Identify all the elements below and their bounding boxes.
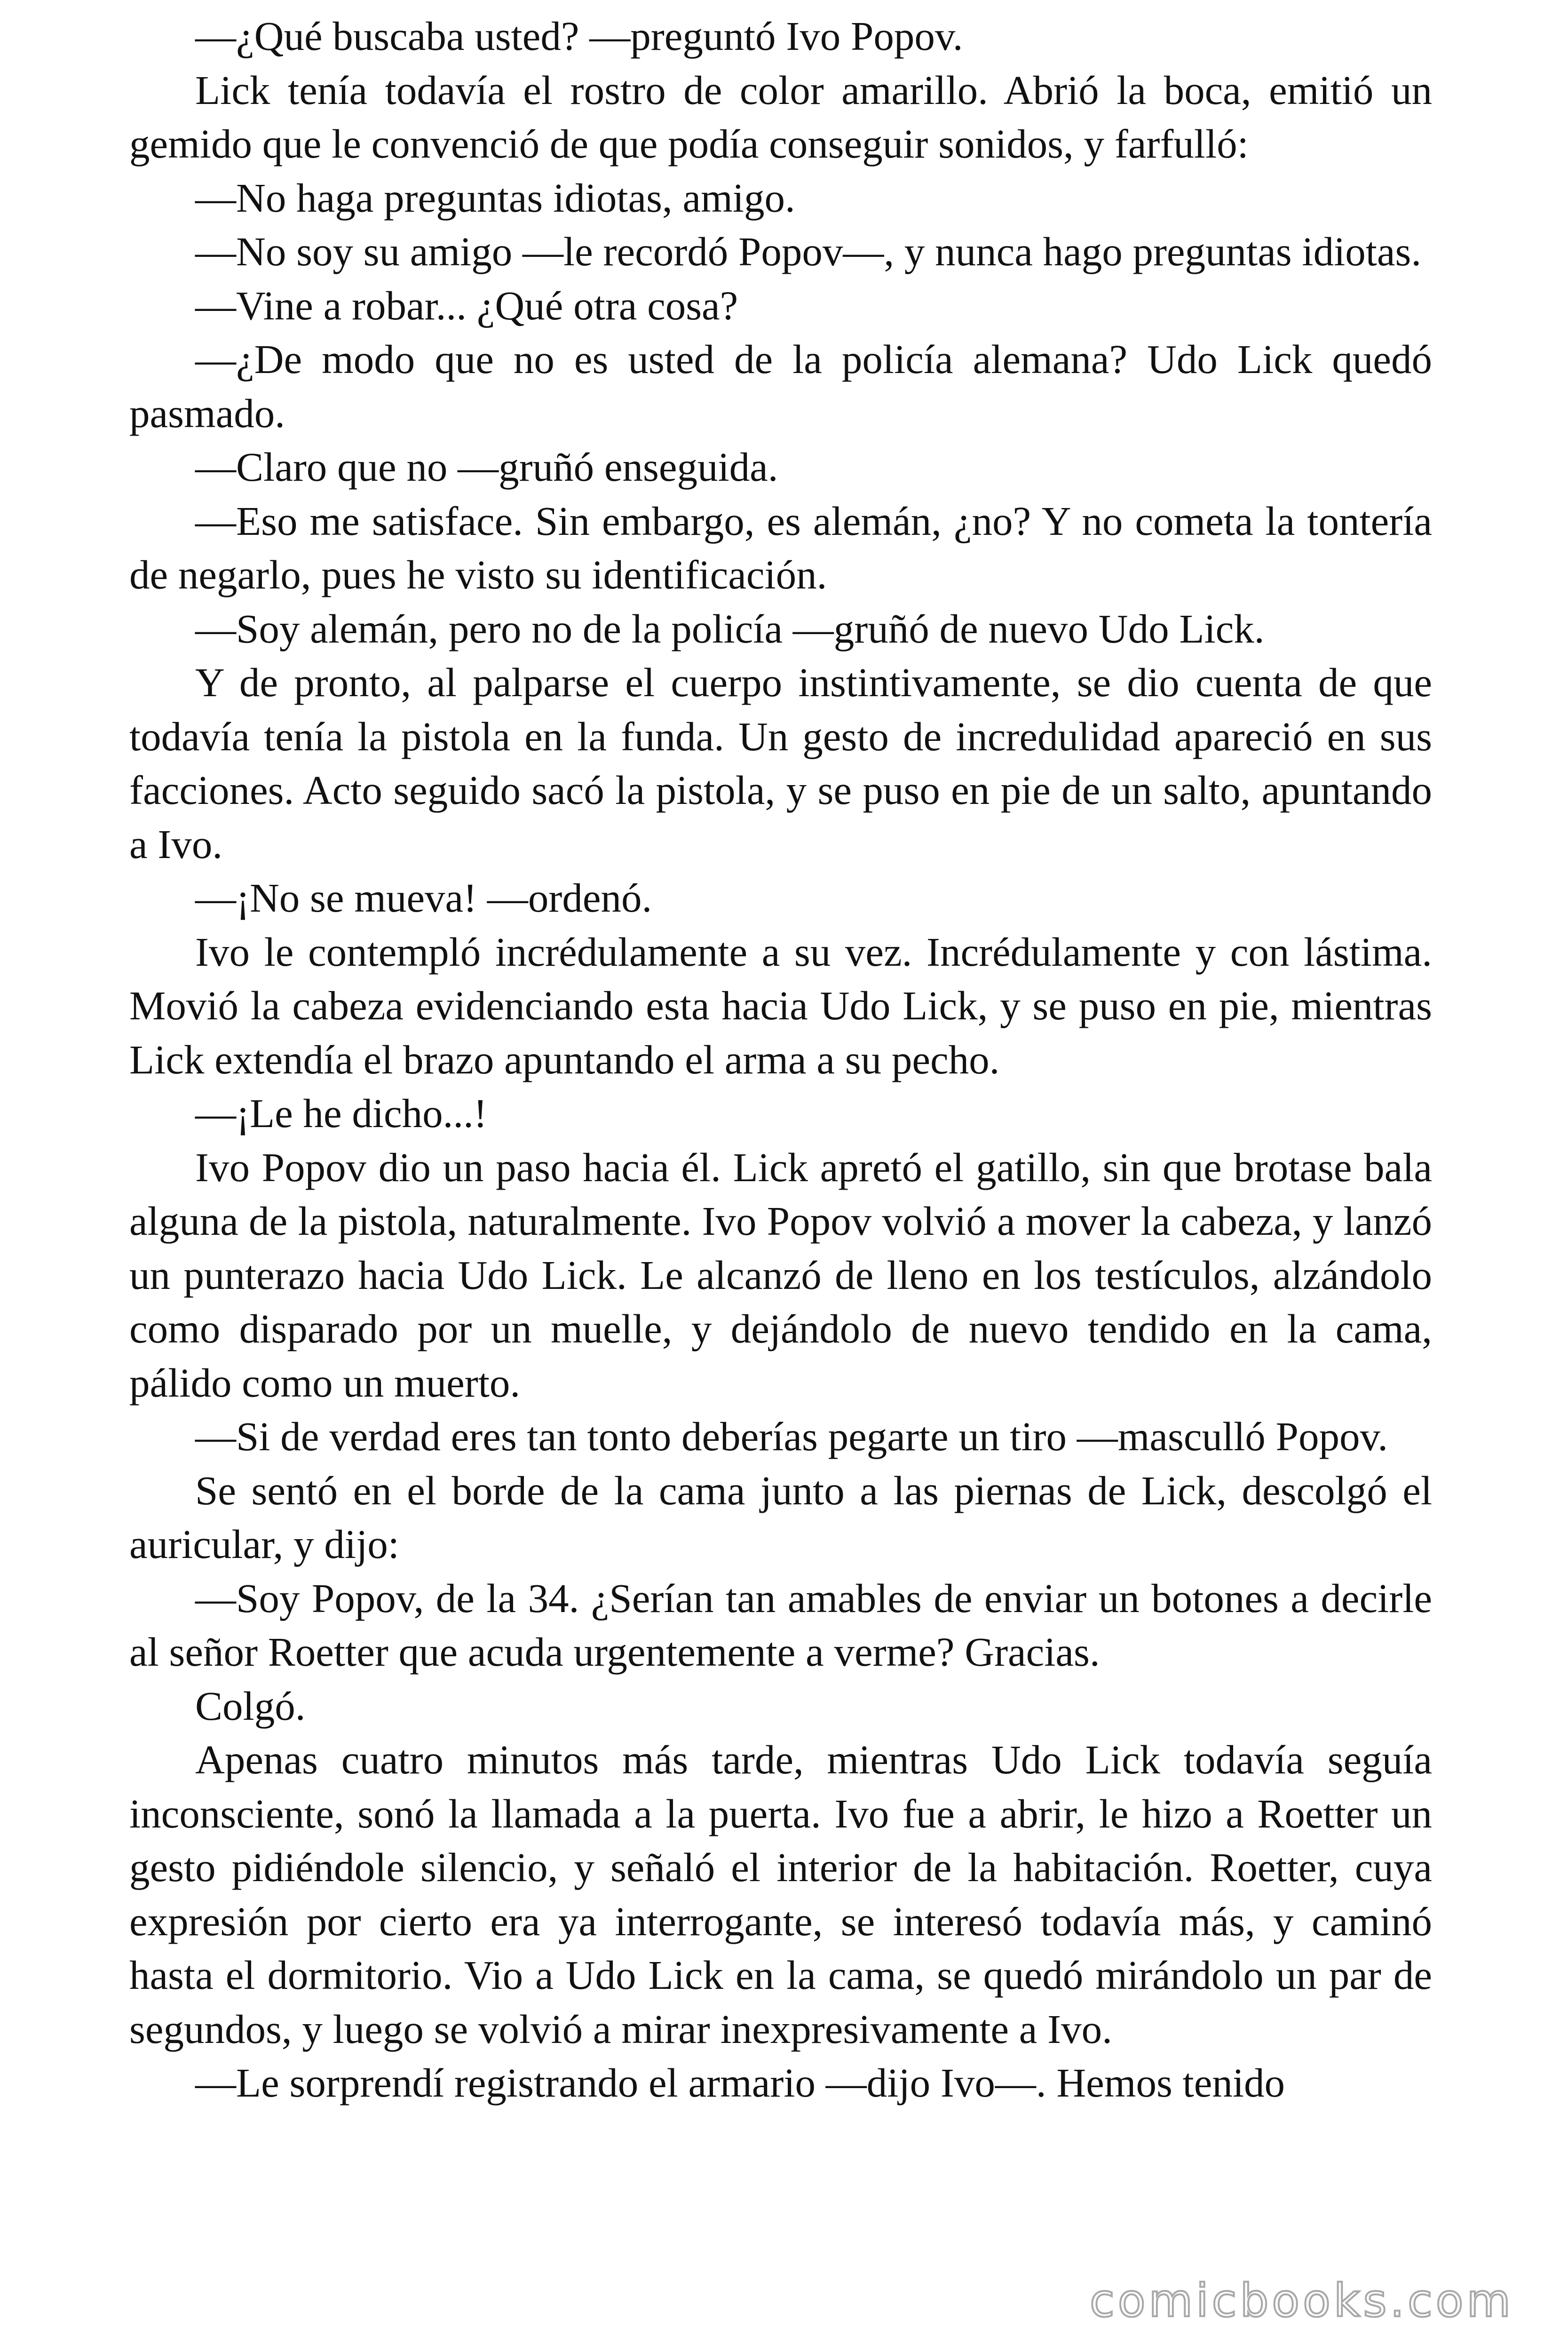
paragraph: Se sentó en el borde de la cama junto a las piernas de Lick, descolgó el auricular, y dijo: <box>129 1467 1432 1567</box>
paragraph: —¡Le he dicho...! <box>195 1090 487 1136</box>
paragraph: —¿Qué buscaba usted? —preguntó Ivo Popov. <box>195 13 963 59</box>
paragraph: —Soy Popov, de la 34. ¿Serían tan amables de enviar un botones a decirle al señor Roetter que acuda urgentemente a verme? Gracias. <box>129 1575 1432 1675</box>
paragraph: —Vine a robar... ¿Qué otra cosa? <box>195 282 738 328</box>
paragraph: Apenas cuatro minutos más tarde, mientras Udo Lick todavía seguía inconsciente, sonó la llamada a la puerta. Ivo fue a abrir, le hizo a Roetter un gesto pidiéndole silencio, y señaló el interior de la habitación. Roetter, cuya expresión por cierto era ya interrogante, se interesó todavía más, y caminó hasta el dormitorio. Vio a Udo Lick en la cama, se quedó mirándolo un par de segundos, y luego se volvió a mirar inexpresivamente a Ivo. <box>129 1737 1432 2052</box>
paragraph: —Le sorprendí registrando el armario —dijo Ivo—. Hemos tenido <box>195 2060 1285 2106</box>
paragraph: —¿De modo que no es usted de la policía alemana? Udo Lick quedó pasmado. <box>129 336 1432 436</box>
paragraph: Y de pronto, al palparse el cuerpo instintivamente, se dio cuenta de que todavía tenía la pistola en la funda. Un gesto de incredulidad apareció en sus facciones. Acto seguido sacó la pistola, y se puso en pie de un salto, apuntando a Ivo. <box>129 660 1432 867</box>
paragraph: Colgó. <box>195 1683 306 1729</box>
paragraph: Lick tenía todavía el rostro de color amarillo. Abrió la boca, emitió un gemido que le convenció de que podía conseguir sonidos, y farfulló: <box>129 67 1432 167</box>
paragraph: —Soy alemán, pero no de la policía —gruñó de nuevo Udo Lick. <box>195 605 1265 652</box>
paragraph: —No haga preguntas idiotas, amigo. <box>195 175 795 221</box>
paragraph: —Eso me satisface. Sin embargo, es alemán, ¿no? Y no cometa la tontería de negarlo, pues he visto su identificación. <box>129 498 1432 597</box>
paragraph: —No soy su amigo —le recordó Popov—, y nunca hago preguntas idiotas. <box>195 229 1422 274</box>
paragraph: —Si de verdad eres tan tonto deberías pegarte un tiro —masculló Popov. <box>195 1414 1388 1459</box>
paragraph: —Claro que no —gruñó enseguida. <box>195 444 778 490</box>
body-text <box>129 9 1432 2110</box>
watermark-logo: comicbooks.com <box>1089 2274 1514 2327</box>
paragraph: —¡No se mueva! —ordenó. <box>195 875 652 921</box>
paragraph: Ivo Popov dio un paso hacia él. Lick apretó el gatillo, sin que brotase bala alguna de la pistola, naturalmente. Ivo Popov volvió a mover la cabeza, y lanzó un punterazo hacia Udo Lick. Le alcanzó de lleno en los testículos, alzándolo como disparado por un muelle, y dejándolo de nuevo tendido en la cama, pálido como un muerto. <box>129 1144 1432 1406</box>
paragraph: Ivo le contempló incrédulamente a su vez. Incrédulamente y con lástima. Movió la cabeza evidenciando esta hacia Udo Lick, y se puso en pie, mientras Lick extendía el brazo apuntando el arma a su pecho. <box>129 929 1432 1082</box>
